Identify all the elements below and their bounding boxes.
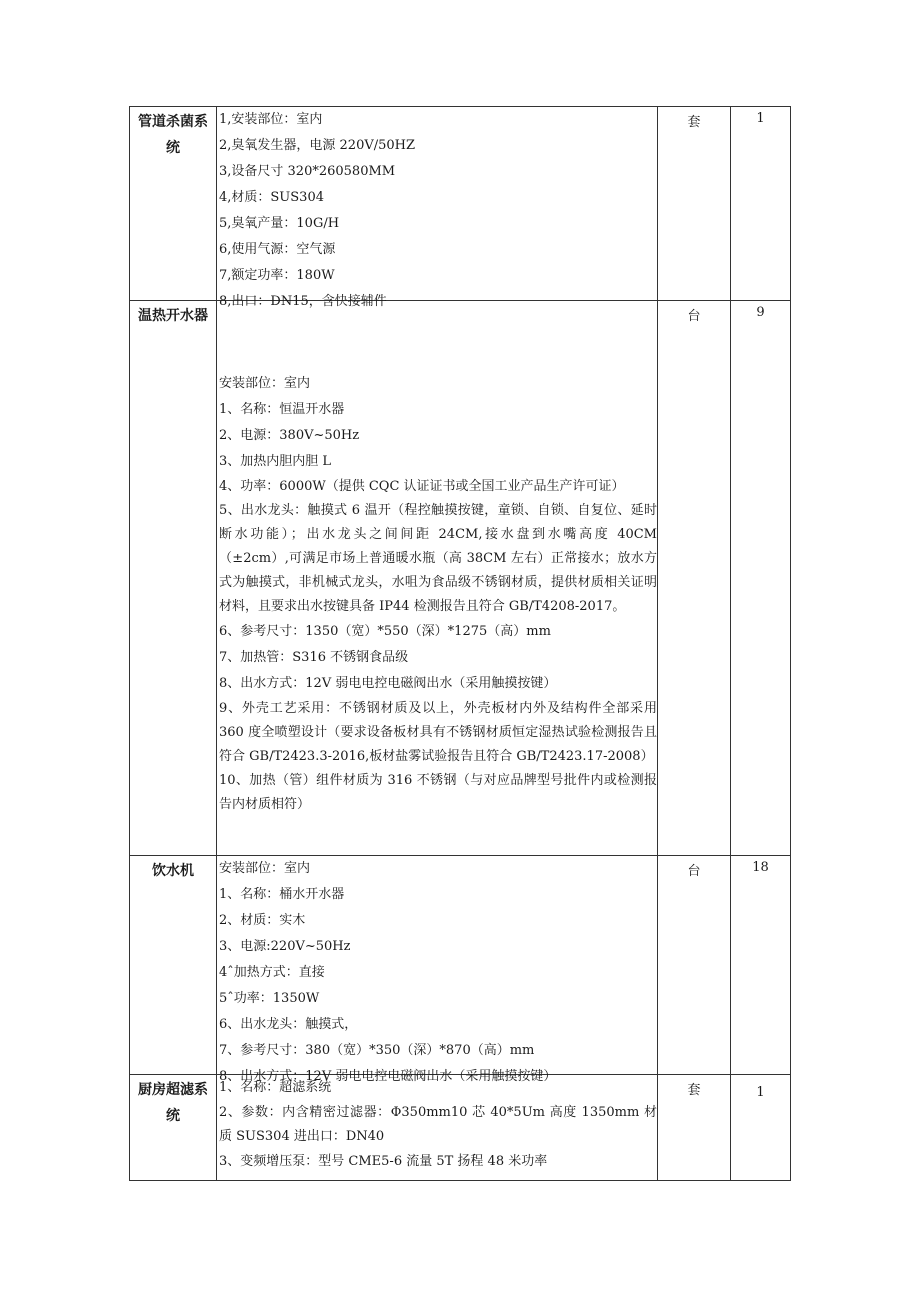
spec-line: 1,安装部位：室内 — [219, 112, 323, 127]
table-row — [130, 107, 791, 301]
item-unit: 台 — [658, 301, 731, 856]
spec-line: 3,设备尺寸 320*260580MM — [219, 164, 396, 179]
item-quantity: 18 — [731, 856, 791, 1075]
spec-line: 1、名称：超滤系统 — [219, 1080, 332, 1095]
item-name: 饮水机 — [130, 856, 217, 1075]
item-name: 管道杀菌系统 — [130, 107, 217, 301]
spec-line: 4ˆ加热方式：直接 — [219, 965, 325, 980]
spec-line: 2、参数：内含精密过滤器：Φ350mm10 芯 40*5Um 高度 1350mm 材质 SUS304 进出口：DN40 — [219, 1105, 657, 1144]
spec-line: 2、电源：380V~50Hz — [219, 428, 360, 443]
spec-line: 4、功率：6000W（提供 CQC 认证证书或全国工业产品生产许可证） — [219, 479, 625, 494]
item-unit: 套 — [658, 107, 731, 301]
spec-line: 8、出水方式：12V 弱电电控电磁阀出水（采用触摸按键） — [219, 1069, 557, 1084]
table-row — [130, 856, 791, 1075]
spec-line: 6、出水龙头：触摸式， — [219, 1017, 358, 1032]
spec-line: 1、名称：恒温开水器 — [219, 402, 345, 417]
item-quantity: 9 — [731, 301, 791, 856]
item-quantity: 1 — [731, 1075, 791, 1181]
spec-line: 10、加热（管）组件材质为 316 不锈钢（与对应品牌型号批件内或检测报告内材质相符） — [219, 773, 657, 812]
item-spec-cell — [217, 1075, 658, 1181]
spec-line: 3、电源:220V~50Hz — [219, 939, 351, 954]
spec-line: 1、名称：桶水开水器 — [219, 887, 345, 902]
spec-line: 6、参考尺寸：1350（宽）*550（深）*1275（高）mm — [219, 624, 551, 639]
item-unit: 台 — [658, 856, 731, 1075]
spec-line: 8、出水方式：12V 弱电电控电磁阀出水（采用触摸按键） — [219, 676, 557, 691]
spec-line: 5ˆ功率：1350W — [219, 991, 320, 1006]
equipment-spec-table — [129, 106, 791, 1181]
spec-line: 4,材质：SUS304 — [219, 190, 324, 205]
item-unit: 套 — [658, 1075, 731, 1181]
spec-line: 9、外壳工艺采用：不锈钢材质及以上，外壳板材内外及结构件全部采用 360 度全喷塑设计（要求设备板材具有不锈钢材质恒定湿热试验检测报告且符合 GB/T2423.3-2016,板材盐雾试验报告且符合 GB/T2423.17-2008） — [219, 701, 657, 764]
item-name: 厨房超滤系统 — [130, 1075, 217, 1181]
spec-line: 2,臭氧发生器，电源 220V/50HZ — [219, 138, 416, 153]
spec-line: 8,出口：DN15，含快接辅件 — [219, 294, 387, 309]
spec-line: 3、加热内胆内胆 L — [219, 454, 332, 469]
spec-line: 5、出水龙头：触摸式 6 温开（程控触摸按键，童锁、自锁、自复位、延时断水功能）；出水龙头之间间距 24CM,接水盘到水嘴高度 40CM（±2cm）,可满足市场上普通暖水瓶（高 38CM 左右）正常接水；放水方式为触摸式，非机械式龙头，水咀为食品级不锈钢材质，提供材质相关证明材料，且要求出水按键具备 IP44 检测报告且符合 GB/T4208-2017。 — [219, 503, 657, 614]
spec-line: 5,臭氧产量：10G/H — [219, 216, 340, 231]
spec-line: 7,额定功率：180W — [219, 268, 335, 283]
spec-line: 7、加热管：S316 不锈钢食品级 — [219, 650, 409, 665]
spec-line: 2、材质：实木 — [219, 913, 306, 928]
item-spec-cell — [217, 856, 658, 1084]
spec-line: 安装部位：室内 — [219, 861, 311, 876]
spec-line: 7、参考尺寸：380（宽）*350（深）*870（高）mm — [219, 1043, 535, 1058]
item-name: 温热开水器 — [130, 301, 217, 856]
spec-line: 3、变频增压泵：型号 CME5-6 流量 5T 扬程 48 米功率 — [219, 1154, 548, 1169]
item-quantity: 1 — [731, 107, 791, 301]
item-spec-cell — [217, 107, 658, 309]
spec-line: 安装部位：室内 — [219, 376, 311, 391]
table-row — [130, 301, 791, 856]
item-spec-cell — [217, 301, 658, 856]
spec-line: 6,使用气源：空气源 — [219, 242, 336, 257]
table-row — [130, 1075, 791, 1181]
